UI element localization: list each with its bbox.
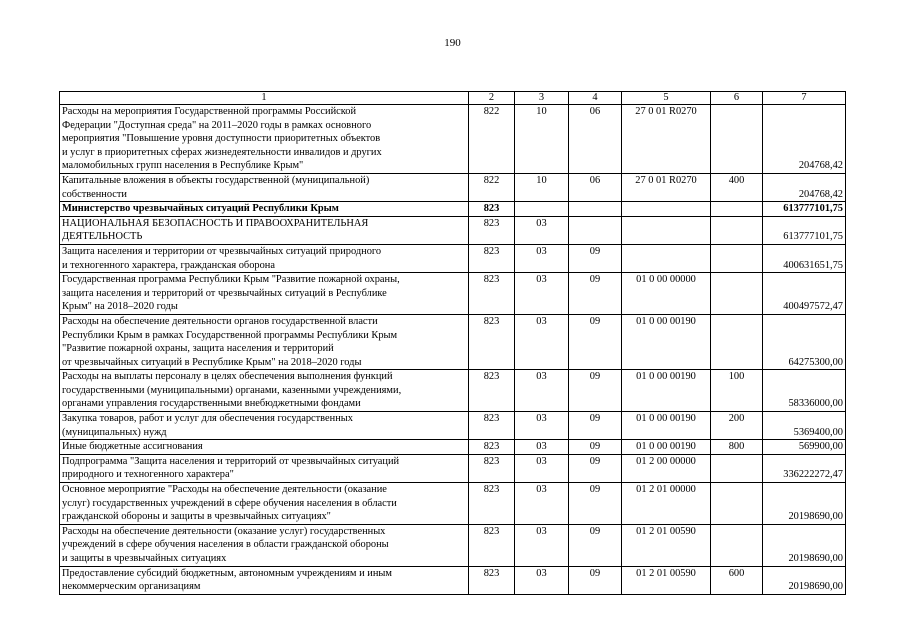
section-code-cell: 03: [515, 483, 569, 525]
target-article-cell: 01 0 00 00000: [622, 273, 711, 315]
row-name-cell: Расходы на обеспечение деятельности органов государственной власти Республики Крым в рамках Государственной программы Республики Крым "Развитие пожарной охраны, защита населения и территорий от чрезвычайных ситуаций в Республике Крым" на 2018–2020 годы: [60, 314, 469, 369]
row-name-cell: Предоставление субсидий бюджетным, автономным учреждениям и иным некоммерческим организациям: [60, 566, 469, 594]
ministry-code-cell: 823: [469, 273, 515, 315]
amount-cell: 613777101,75: [763, 202, 846, 217]
table-row: [60, 202, 846, 217]
expense-type-cell: 200: [711, 412, 763, 440]
target-article-cell: 27 0 01 R0270: [622, 105, 711, 174]
amount-cell: 20198690,00: [763, 566, 846, 594]
column-header: 6: [711, 92, 763, 105]
subsection-code-cell: 09: [569, 440, 622, 455]
subsection-code-cell: 09: [569, 370, 622, 412]
subsection-code-cell: 09: [569, 244, 622, 272]
row-name-cell: Закупка товаров, работ и услуг для обеспечения государственных (муниципальных) нужд: [60, 412, 469, 440]
expense-type-cell: [711, 483, 763, 525]
table-row: [60, 105, 846, 174]
subsection-code-cell: 06: [569, 173, 622, 201]
row-name-cell: НАЦИОНАЛЬНАЯ БЕЗОПАСНОСТЬ И ПРАВООХРАНИТЕЛЬНАЯ ДЕЯТЕЛЬНОСТЬ: [60, 216, 469, 244]
section-code-cell: 03: [515, 440, 569, 455]
table-header-row: [60, 92, 846, 105]
row-name-cell: Расходы на обеспечение деятельности (оказание услуг) государственных учреждений в сфере обучения населения в области гражданской обороны и защиты в чрезвычайных ситуациях: [60, 524, 469, 566]
row-name-cell: Иные бюджетные ассигнования: [60, 440, 469, 455]
amount-cell: 400631651,75: [763, 244, 846, 272]
expense-type-cell: [711, 314, 763, 369]
column-header: 7: [763, 92, 846, 105]
ministry-code-cell: 823: [469, 454, 515, 482]
row-name-cell: Капитальные вложения в объекты государственной (муниципальной) собственности: [60, 173, 469, 201]
column-header: 1: [60, 92, 469, 105]
subsection-code-cell: 09: [569, 524, 622, 566]
section-code-cell: 03: [515, 244, 569, 272]
subsection-code-cell: 09: [569, 314, 622, 369]
section-code-cell: 10: [515, 173, 569, 201]
column-header: 2: [469, 92, 515, 105]
ministry-code-cell: 823: [469, 244, 515, 272]
table-row: [60, 412, 846, 440]
section-code-cell: 03: [515, 216, 569, 244]
subsection-code-cell: 06: [569, 105, 622, 174]
ministry-code-cell: 823: [469, 370, 515, 412]
ministry-code-cell: 823: [469, 216, 515, 244]
table-row: [60, 524, 846, 566]
row-name-cell: Расходы на выплаты персоналу в целях обеспечения выполнения функций государственными (муниципальными) органами, казенными учреждениями, органами управления государственными внебюджетными фондами: [60, 370, 469, 412]
amount-cell: 204768,42: [763, 105, 846, 174]
expense-type-cell: 100: [711, 370, 763, 412]
section-code-cell: 03: [515, 314, 569, 369]
expense-type-cell: [711, 105, 763, 174]
expense-type-cell: 800: [711, 440, 763, 455]
target-article-cell: [622, 244, 711, 272]
column-header: 4: [569, 92, 622, 105]
section-code-cell: 03: [515, 454, 569, 482]
ministry-code-cell: 823: [469, 524, 515, 566]
table-row: [60, 173, 846, 201]
ministry-code-cell: 823: [469, 483, 515, 525]
ministry-code-cell: 823: [469, 566, 515, 594]
target-article-cell: 01 0 00 00190: [622, 314, 711, 369]
target-article-cell: 01 2 00 00000: [622, 454, 711, 482]
subsection-code-cell: [569, 202, 622, 217]
target-article-cell: 01 0 00 00190: [622, 370, 711, 412]
expense-type-cell: 600: [711, 566, 763, 594]
amount-cell: 20198690,00: [763, 483, 846, 525]
subsection-code-cell: 09: [569, 566, 622, 594]
subsection-code-cell: 09: [569, 412, 622, 440]
table-row: [60, 440, 846, 455]
section-code-cell: [515, 202, 569, 217]
table-row: [60, 273, 846, 315]
row-name-cell: Защита населения и территории от чрезвычайных ситуаций природного и техногенного характера, гражданская оборона: [60, 244, 469, 272]
amount-cell: 5369400,00: [763, 412, 846, 440]
amount-cell: 58336000,00: [763, 370, 846, 412]
row-name-cell: Министерство чрезвычайных ситуаций Республики Крым: [60, 202, 469, 217]
table-row: [60, 314, 846, 369]
section-code-cell: 03: [515, 566, 569, 594]
row-name-cell: Основное мероприятие "Расходы на обеспечение деятельности (оказание услуг) государственных учреждений в сфере обучения населения в области гражданской обороны и защиты в чрезвычайных ситуациях": [60, 483, 469, 525]
expense-type-cell: [711, 454, 763, 482]
expense-type-cell: [711, 273, 763, 315]
section-code-cell: 03: [515, 273, 569, 315]
ministry-code-cell: 823: [469, 440, 515, 455]
table-row: [60, 244, 846, 272]
expense-type-cell: [711, 216, 763, 244]
amount-cell: 400497572,47: [763, 273, 846, 315]
ministry-code-cell: 822: [469, 105, 515, 174]
column-header: 3: [515, 92, 569, 105]
expense-type-cell: [711, 244, 763, 272]
section-code-cell: 03: [515, 370, 569, 412]
table-row: [60, 566, 846, 594]
subsection-code-cell: [569, 216, 622, 244]
subsection-code-cell: 09: [569, 483, 622, 525]
row-name-cell: Государственная программа Республики Крым "Развитие пожарной охраны, защита населения и территорий от чрезвычайных ситуаций в Республике Крым" на 2018–2020 годы: [60, 273, 469, 315]
target-article-cell: 27 0 01 R0270: [622, 173, 711, 201]
subsection-code-cell: 09: [569, 454, 622, 482]
target-article-cell: [622, 202, 711, 217]
amount-cell: 20198690,00: [763, 524, 846, 566]
amount-cell: 204768,42: [763, 173, 846, 201]
target-article-cell: 01 0 00 00190: [622, 440, 711, 455]
table-row: [60, 454, 846, 482]
row-name-cell: Подпрограмма "Защита населения и территорий от чрезвычайных ситуаций природного и техногенного характера": [60, 454, 469, 482]
table-row: [60, 483, 846, 525]
section-code-cell: 03: [515, 412, 569, 440]
section-code-cell: 10: [515, 105, 569, 174]
target-article-cell: 01 2 01 00000: [622, 483, 711, 525]
budget-table: [59, 91, 846, 595]
amount-cell: 64275300,00: [763, 314, 846, 369]
ministry-code-cell: 823: [469, 314, 515, 369]
row-name-cell: Расходы на мероприятия Государственной программы Российской Федерации "Доступная среда" на 2011–2020 годы в рамках основного мероприятия "Повышение уровня доступности приоритетных объектов и услуг в приоритетных сферах жизнедеятельности инвалидов и других маломобильных групп населения в Республике Крым": [60, 105, 469, 174]
amount-cell: 613777101,75: [763, 216, 846, 244]
target-article-cell: 01 2 01 00590: [622, 566, 711, 594]
amount-cell: 569900,00: [763, 440, 846, 455]
target-article-cell: 01 2 01 00590: [622, 524, 711, 566]
ministry-code-cell: 823: [469, 202, 515, 217]
section-code-cell: 03: [515, 524, 569, 566]
subsection-code-cell: 09: [569, 273, 622, 315]
amount-cell: 336222272,47: [763, 454, 846, 482]
target-article-cell: 01 0 00 00190: [622, 412, 711, 440]
table-row: [60, 370, 846, 412]
column-header: 5: [622, 92, 711, 105]
expense-type-cell: 400: [711, 173, 763, 201]
target-article-cell: [622, 216, 711, 244]
ministry-code-cell: 822: [469, 173, 515, 201]
expense-type-cell: [711, 202, 763, 217]
ministry-code-cell: 823: [469, 412, 515, 440]
table-row: [60, 216, 846, 244]
page-number: 190: [444, 37, 461, 49]
expense-type-cell: [711, 524, 763, 566]
